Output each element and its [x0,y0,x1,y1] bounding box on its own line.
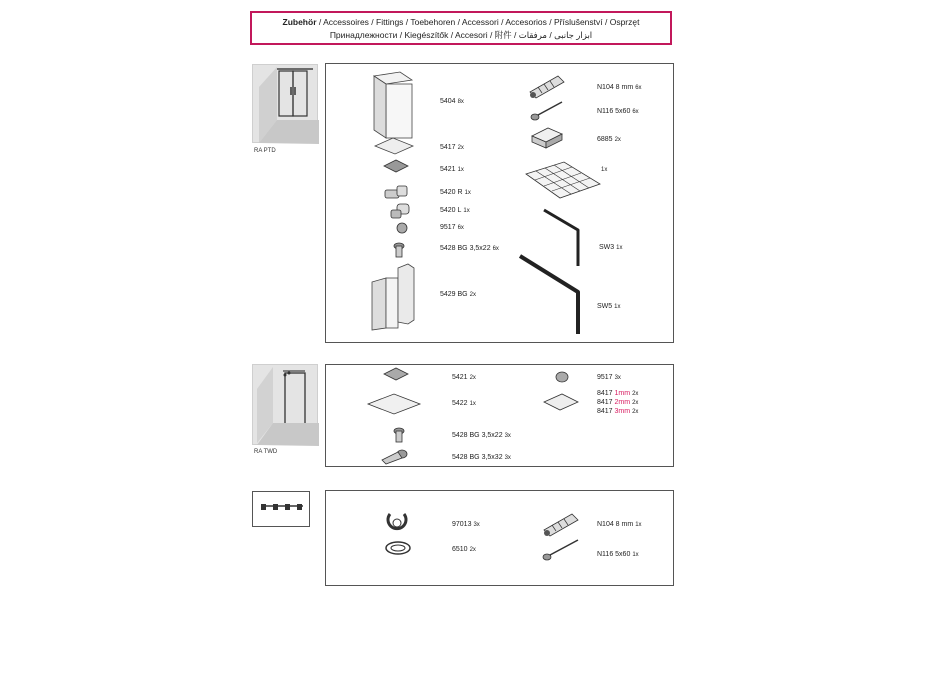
plate-5417-icon [375,138,415,158]
hinge-5420l-icon [389,202,413,220]
header-line-2: Принадлежности / Kiegészítők / Accesori / 附件 / ابزار جانبی / مرفقات [329,30,593,40]
wall-plug-n104-icon [528,72,568,98]
part-6885-label: 6885 2x [597,136,621,143]
part-n116-label: N116 5x60 6x [597,108,639,115]
block-6885-icon [530,126,564,150]
screw-n116-icon [542,538,582,562]
part-n104-label: N104 8 mm 1x [597,521,642,528]
profile-5429bg-icon [370,262,420,332]
accessories-header [250,11,672,45]
ra-ptd-label: RA PTD [254,148,276,154]
part-6510-label: 6510 2x [452,546,476,553]
part-5404-label: 5404 8x [440,98,464,105]
part-5421-label: 5421 2x [452,374,476,381]
allen-key-sw5-icon [518,254,588,336]
shim-2mm-label: 8417 2mm 2x [597,399,639,406]
cap-9517-icon [554,370,570,384]
part-9517-label: 9517 6x [440,224,464,231]
part-5428-label: 5428 BG 3,5x22 6x [440,245,499,252]
part-5420r-label: 5420 R 1x [440,189,471,196]
header-line-1: Zubehör / Accessoires / Fittings / Toebehoren / Accessori / Accesorios / Příslušenství / Osprzęt [282,17,640,27]
part-5422-label: 5422 1x [452,400,476,407]
towel-rail-icon [253,492,311,528]
part-5428-22-label: 5428 BG 3,5x22 3x [452,432,511,439]
profile-5404-icon [374,72,414,142]
ring-6510-icon [384,540,414,556]
screw-5428-32-icon [378,448,412,466]
part-sw3-label: SW3 1x [599,244,623,251]
hinge-5420r-icon [383,184,411,202]
wall-plug-n104-icon [542,510,582,536]
screw-5428-icon [392,242,406,260]
part-9517-label: 9517 3x [597,374,621,381]
part-5421-label: 5421 1x [440,166,464,173]
pad-5421-icon [384,368,412,382]
double-door-icon [253,65,319,144]
section3-parts-panel [325,490,674,586]
part-n116-label: N116 5x60 1x [597,551,639,558]
shim-3mm-label: 8417 3mm 2x [597,408,639,415]
tile-qty-label: 1x [601,167,608,173]
cap-9517-icon [396,222,410,234]
part-sw5-label: SW5 1x [597,303,621,310]
ra-twd-label: RA TWD [254,449,278,455]
clamp-97013-icon [384,510,410,536]
ra-ptd-thumbnail [252,64,318,143]
screw-5428-22-icon [392,427,406,445]
towel-rail-thumbnail [252,491,310,527]
ra-twd-thumbnail [252,364,318,445]
part-5420l-label: 5420 L 1x [440,207,470,214]
part-5417-label: 5417 2x [440,144,464,151]
plate-5422-icon [368,394,422,416]
part-97013-label: 97013 3x [452,521,480,528]
shim-1mm-label: 8417 1mm 2x [597,390,639,397]
part-5429bg-label: 5429 BG 2x [440,291,476,298]
walk-in-panel-icon [253,365,319,446]
shim-8417-icon [544,394,580,412]
tile-grid-icon [524,160,604,200]
screw-n116-icon [530,100,566,122]
pad-5421-icon [384,160,412,174]
part-n104-label: N104 8 mm 6x [597,84,642,91]
part-5428-32-label: 5428 BG 3,5x32 3x [452,454,511,461]
